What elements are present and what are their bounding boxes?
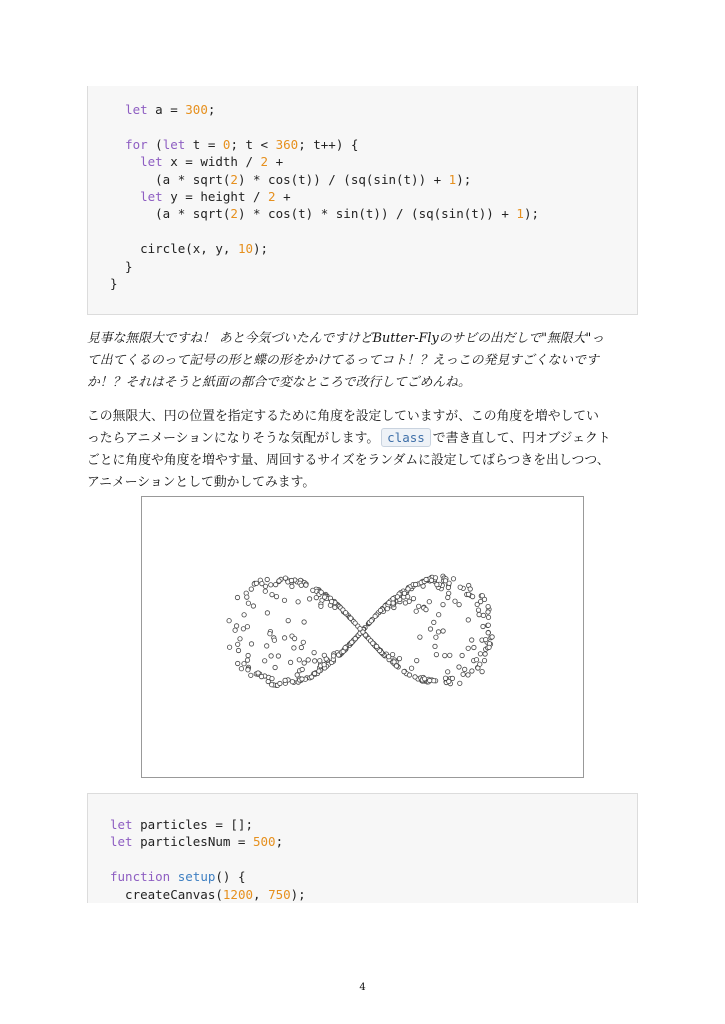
particle-circle — [306, 658, 310, 662]
particle-circle — [461, 672, 465, 676]
particle-circle — [238, 637, 242, 641]
particle-circle — [458, 681, 462, 685]
particle-circle — [433, 576, 437, 580]
code-token: , — [253, 886, 269, 902]
paragraph-text: ったらアニメーションになりそうな気配がします。 — [87, 431, 380, 446]
particle-circle — [476, 608, 480, 612]
particle-circle — [415, 658, 419, 662]
particle-circle — [460, 653, 464, 657]
particle-circle — [274, 594, 278, 598]
particle-circle — [387, 655, 391, 659]
particle-circle — [477, 612, 481, 616]
particle-circle — [482, 658, 486, 662]
particle-circle — [470, 669, 474, 673]
particle-circle — [286, 618, 290, 622]
code-token: ; — [207, 102, 216, 117]
code-line — [110, 205, 637, 222]
particle-circle — [265, 577, 269, 581]
particle-circle — [265, 611, 269, 615]
particle-circle — [309, 675, 313, 679]
particle-circle — [443, 653, 447, 657]
code-token: } — [110, 275, 118, 291]
particle-circle — [443, 676, 447, 680]
particle-circle — [270, 592, 274, 596]
particle-circle — [353, 621, 357, 625]
particle-circle — [290, 680, 294, 684]
code-line — [110, 118, 637, 135]
code-line — [110, 275, 637, 292]
particle-circle — [246, 653, 250, 657]
particle-circle — [441, 629, 445, 633]
code-token — [170, 869, 178, 884]
particle-circle — [424, 607, 428, 611]
code-token: function — [110, 869, 171, 885]
particle-circle — [301, 640, 305, 644]
particle-circle — [270, 676, 274, 680]
particle-circle — [472, 645, 476, 649]
particle-circle — [478, 662, 482, 666]
particle-circle — [263, 659, 267, 663]
code-token: x = width / — [162, 154, 261, 170]
particle-circle — [304, 583, 308, 587]
particle-circle — [296, 600, 300, 604]
particle-circle — [417, 604, 421, 608]
particle-circle — [413, 675, 417, 679]
particle-circle — [446, 595, 450, 599]
code-token: particlesNum = — [132, 834, 253, 850]
particle-circle — [299, 583, 303, 587]
code-token: let — [110, 834, 133, 850]
particle-circle — [249, 587, 253, 591]
code-token: 0 — [222, 136, 231, 152]
code-token: 1 — [448, 171, 457, 187]
particle-circle — [486, 610, 490, 614]
paragraph-animation-plan — [87, 406, 639, 494]
code-token — [110, 189, 140, 204]
particle-circle — [411, 596, 415, 600]
code-token: ); — [290, 886, 306, 902]
particle-circle — [236, 642, 240, 646]
particle-circle — [239, 667, 243, 671]
code-token: 10 — [237, 241, 253, 257]
particle-circle — [369, 619, 373, 623]
code-block-lemniscate — [87, 86, 638, 315]
particle-circle — [402, 669, 406, 673]
code-token: ) * cos(t) * sin(t)) / (sq(sin(t)) + — [237, 206, 517, 222]
code-token: let — [140, 154, 163, 170]
code-line — [110, 240, 637, 257]
particle-circle — [478, 599, 482, 603]
code-token: 2 — [230, 171, 238, 187]
code-token: ); — [456, 171, 472, 187]
particle-circle — [246, 601, 250, 605]
particle-circle — [466, 618, 470, 622]
code-line — [110, 258, 637, 275]
code-token: ; t < — [230, 136, 276, 152]
particle-circle — [276, 654, 280, 658]
particle-circle — [424, 577, 428, 581]
particle-circle — [322, 595, 326, 599]
particle-circle — [478, 652, 482, 656]
particle-circle — [361, 630, 365, 634]
particle-circle — [457, 665, 461, 669]
particle-circle — [227, 619, 231, 623]
particle-circle — [282, 636, 286, 640]
particle-circle — [242, 662, 246, 666]
code-token: setup — [177, 869, 216, 885]
particle-circle — [319, 590, 323, 594]
particle-circle — [236, 648, 240, 652]
particles-canvas — [142, 497, 583, 777]
particle-circle — [249, 673, 253, 677]
particle-circle — [487, 645, 491, 649]
particle-circle — [437, 613, 441, 617]
particle-circle — [395, 595, 399, 599]
particle-circle — [470, 594, 474, 598]
code-line — [110, 868, 637, 885]
particle-circle — [302, 620, 306, 624]
particle-circle — [292, 646, 296, 650]
particle-circle — [259, 674, 263, 678]
code-token: (a * sqrt( — [110, 171, 231, 187]
code-token: let — [140, 188, 163, 204]
code-block-setup — [87, 793, 638, 903]
particle-circle — [409, 666, 413, 670]
code-token: 2 — [260, 154, 269, 170]
code-token: 750 — [268, 886, 291, 902]
particle-circle — [350, 640, 354, 644]
particle-circle — [343, 611, 347, 615]
code-line — [110, 886, 637, 903]
code-token: 1 — [516, 206, 524, 222]
particle-circle — [263, 589, 267, 593]
particle-circle — [270, 683, 274, 687]
particle-circle — [245, 625, 249, 629]
particle-circle — [227, 645, 231, 649]
particle-circle — [249, 642, 253, 646]
particle-circle — [427, 600, 431, 604]
particle-circle — [317, 669, 321, 673]
particle-circle — [397, 656, 401, 660]
particle-circle — [318, 659, 322, 663]
particle-circle — [481, 613, 485, 617]
code-line — [110, 171, 637, 188]
particle-circle — [486, 604, 490, 608]
particle-circle — [295, 673, 299, 677]
particle-circle — [453, 599, 457, 603]
particle-circle — [374, 644, 378, 648]
code-token: ) * cos(t)) / (sq(sin(t)) + — [237, 171, 449, 187]
particle-circle — [434, 652, 438, 656]
particle-circle — [413, 582, 417, 586]
particle-circle — [429, 578, 433, 582]
code-token: 300 — [185, 102, 208, 117]
particle-circle — [435, 582, 439, 586]
paragraph-line: 見事な無限大ですね！ あと今気づいたんですけどButter-Flyのサビの出だしで"無限大"っ — [87, 331, 605, 346]
paragraph-text: で書き直して、円オブジェクト — [432, 431, 611, 446]
code-token: 500 — [253, 834, 276, 850]
particle-circle — [300, 667, 304, 671]
particle-circle — [448, 653, 452, 657]
code-line — [110, 851, 637, 868]
particle-circle — [300, 677, 304, 681]
particle-circle — [483, 652, 487, 656]
inline-code-class: class — [381, 428, 431, 447]
code-line — [110, 136, 637, 153]
particle-circle — [353, 637, 357, 641]
code-token — [110, 154, 140, 169]
code-token: ); — [523, 206, 539, 222]
code-token: + — [268, 154, 284, 170]
particle-circle — [302, 661, 306, 665]
particle-circle — [403, 601, 407, 605]
particle-circle — [312, 650, 316, 654]
code-token: } — [110, 258, 133, 274]
particle-circle — [458, 585, 462, 589]
particle-circle — [269, 583, 273, 587]
particle-circle — [289, 578, 293, 582]
paragraph-line: て出てくるのって記号の形と蝶の形をかけてるってコト！？えっこの発見すごくないです — [87, 353, 599, 368]
particle-circle — [451, 577, 455, 581]
particle-circle — [392, 660, 396, 664]
code-token: + — [275, 188, 291, 204]
particle-circle — [313, 659, 317, 663]
code-token: ; t++) { — [298, 136, 359, 152]
particle-circle — [447, 591, 451, 595]
particle-circle — [481, 624, 485, 628]
particle-circle — [278, 681, 282, 685]
particle-circle — [466, 673, 470, 677]
particle-circle — [486, 623, 490, 627]
particle-circle — [422, 677, 426, 681]
particle-circle — [466, 646, 470, 650]
code-line — [110, 188, 637, 205]
particle-circle — [322, 663, 326, 667]
particle-circle — [349, 616, 353, 620]
particle-circle — [299, 645, 303, 649]
particle-circle — [466, 592, 470, 596]
code-line — [110, 223, 637, 240]
code-line — [110, 153, 637, 170]
particle-circle — [385, 607, 389, 611]
particle-circle — [319, 604, 323, 608]
code-token: 360 — [275, 136, 299, 152]
particle-circle — [233, 628, 237, 632]
particle-circle — [268, 632, 272, 636]
particle-circle — [265, 644, 269, 648]
particle-circle — [434, 635, 438, 639]
code-token: for — [125, 136, 148, 152]
code-token: ; — [275, 834, 284, 850]
particle-circle — [307, 597, 311, 601]
paragraph-line: アニメーションとして動かしてみます。 — [87, 475, 316, 490]
particle-circle — [251, 604, 255, 608]
particle-circle — [331, 654, 335, 658]
particle-circle — [457, 602, 461, 606]
code-token: a = — [147, 102, 186, 117]
particle-circle — [256, 671, 260, 675]
code-token: () { — [215, 869, 246, 885]
code-token: t = — [185, 136, 223, 152]
particle-circle — [446, 585, 450, 589]
particle-circle — [443, 579, 447, 583]
particle-circle — [235, 595, 239, 599]
code-token — [110, 137, 125, 152]
particle-circle — [391, 601, 395, 605]
particle-circle — [486, 631, 490, 635]
particle-circle — [254, 581, 258, 585]
particle-circle — [246, 668, 250, 672]
particle-circle — [474, 658, 478, 662]
particle-circle — [269, 654, 273, 658]
particle-circle — [245, 658, 249, 662]
particle-circle — [484, 637, 488, 641]
particle-circle — [433, 644, 437, 648]
code-token: 2 — [230, 206, 238, 222]
particle-circle — [245, 595, 249, 599]
code-token: ( — [147, 136, 163, 152]
particle-circle — [406, 587, 410, 591]
particle-circle — [273, 665, 277, 669]
particle-circle — [468, 587, 472, 591]
particle-circle — [371, 641, 375, 645]
code-line — [110, 101, 637, 118]
page-number: 4 — [359, 982, 366, 993]
particle-circle — [428, 627, 432, 631]
particle-circle — [480, 669, 484, 673]
code-token: let — [125, 102, 148, 117]
particle-circle — [436, 630, 440, 634]
particle-circle — [343, 646, 347, 650]
particle-circle — [282, 598, 286, 602]
particle-circle — [236, 661, 240, 665]
particle-circle — [391, 597, 395, 601]
particle-circle — [407, 673, 411, 677]
particle-circle — [378, 608, 382, 612]
particle-circle — [297, 658, 301, 662]
particle-circle — [418, 635, 422, 639]
code-token: let — [110, 817, 133, 832]
code-token: let — [162, 136, 186, 152]
code-token: createCanvas( — [110, 886, 223, 902]
particle-circle — [432, 620, 436, 624]
particle-circle — [272, 638, 276, 642]
particle-circle — [329, 599, 333, 603]
particle-circle — [277, 579, 281, 583]
particle-circle — [292, 636, 296, 640]
paragraph-line: この無限大、円の位置を指定するために角度を設定していますが、この角度を増やしてい — [87, 409, 599, 424]
code-token: 2 — [268, 188, 276, 204]
particle-circle — [314, 595, 318, 599]
code-token: (a * sqrt( — [110, 206, 231, 222]
code-token: y = height / — [162, 188, 269, 204]
particle-circle — [283, 678, 287, 682]
particle-circle — [463, 667, 467, 671]
particle-circle — [311, 588, 315, 592]
particle-circle — [288, 660, 292, 664]
code-token — [110, 102, 125, 117]
code-token: circle(x, y, — [110, 241, 238, 257]
particle-circle — [234, 624, 238, 628]
particle-circle — [290, 584, 294, 588]
paragraph-line: ごとに角度や角度を増やす量、周回するサイズをランダムに設定してばらつきを出しつつ、 — [87, 453, 610, 468]
particle-circle — [242, 613, 246, 617]
code-line — [110, 816, 637, 833]
particle-circle — [486, 615, 490, 619]
code-line — [110, 833, 637, 850]
particle-circle — [373, 614, 377, 618]
particle-circle — [402, 591, 406, 595]
particle-circle — [470, 638, 474, 642]
particle-circle — [387, 601, 391, 605]
particle-circle — [260, 581, 264, 585]
particle-circle — [322, 653, 326, 657]
code-token: ); — [253, 241, 269, 257]
paragraph-line — [87, 428, 639, 450]
particle-circle — [446, 670, 450, 674]
particle-circle — [414, 609, 418, 613]
infinity-particles-figure — [141, 496, 584, 778]
code-token: particles = []; — [132, 817, 253, 832]
paragraph-butterfly-note — [87, 328, 639, 394]
particle-circle — [441, 602, 445, 606]
particle-circle — [490, 635, 494, 639]
particle-circle — [394, 664, 398, 668]
particle-circle — [480, 594, 484, 598]
paragraph-line: か！？それはそうと紙面の都合で変なところで改行してごめんね。 — [87, 375, 471, 390]
code-token: 1200 — [222, 886, 253, 902]
particle-circle — [428, 678, 432, 682]
